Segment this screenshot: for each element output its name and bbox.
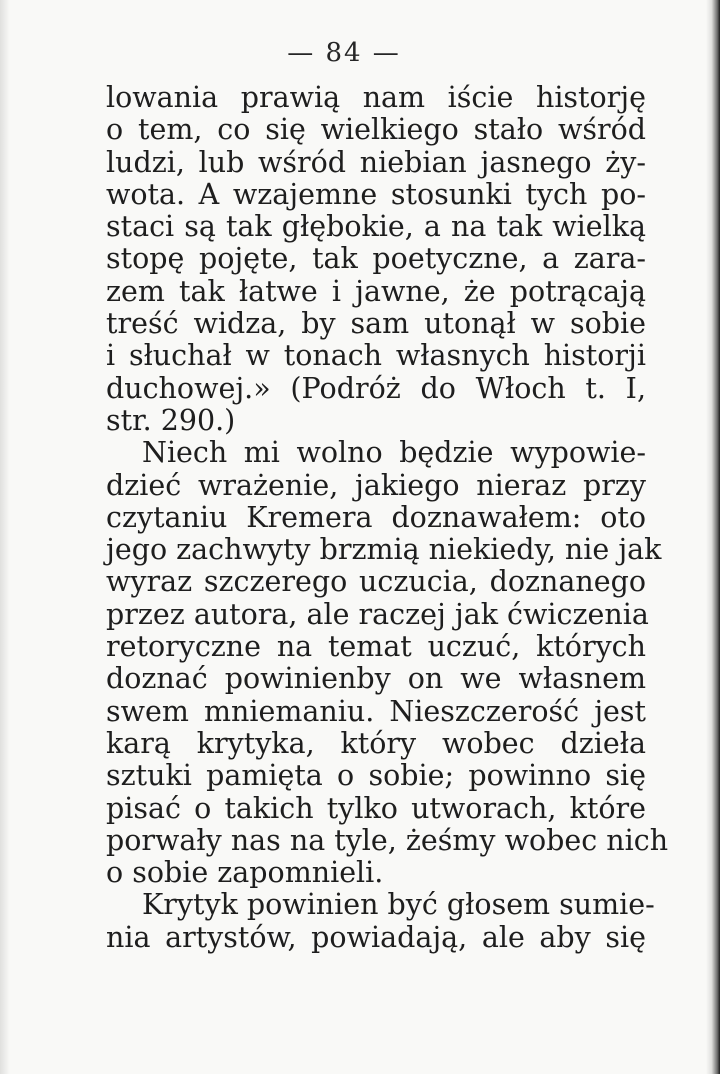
text-line: ludzi, lub wśród niebian jasnego ży-: [106, 145, 646, 179]
text-line: duchowej.» (Podróż do Włoch t. I,: [106, 371, 646, 405]
text-line: wyraz szczerego uczucia, doznanego: [106, 565, 646, 599]
text-line: sztuki pamięta o sobie; powinno się: [106, 759, 646, 793]
text-line: dzieć wrażenie, jakiego nieraz przy: [106, 468, 646, 502]
text-line: str. 290.): [106, 403, 236, 437]
text-line: retoryczne na temat uczuć, których: [106, 630, 646, 664]
text-line: pisać o takich tylko utworach, które: [106, 791, 646, 825]
text-line: zem tak łatwe i jawne, że potrącają: [106, 274, 646, 308]
text-line: swem mniemaniu. Nieszczerość jest: [106, 694, 646, 728]
text-line: doznać powinienby on we własnem: [106, 662, 646, 696]
text-line: treść widza, by sam utonął w sobie: [106, 307, 646, 341]
body-text: [106, 81, 669, 954]
text-line: karą krytyka, który wobec dzieła: [106, 726, 646, 760]
text-line: Niech mi wolno będzie wypowie-: [142, 436, 646, 470]
page-edge-left: [0, 0, 10, 1074]
text-line: przez autora, ale raczej jak ćwiczenia: [106, 597, 649, 631]
text-line: lowania prawią nam iście historję: [106, 81, 646, 114]
text-line: wota. A wzajemne stosunki tych po-: [106, 177, 646, 211]
text-line: Krytyk powinien być głosem sumie-: [142, 888, 655, 922]
text-line: stopę pojęte, tak poetyczne, a zara-: [106, 242, 646, 276]
text-line: czytaniu Kremera doznawałem: oto: [106, 500, 646, 534]
text-line: i słuchał w tonach własnych historji: [106, 339, 646, 373]
page-edge-binding-shadow: [706, 0, 720, 1074]
text-line: o tem, co się wielkiego stało wśród: [106, 113, 646, 147]
text-line: nia artystów, powiadają, ale aby się: [106, 920, 646, 954]
text-line: staci są tak głębokie, a na tak wielką: [106, 210, 646, 244]
text-line: porwały nas na tyle, żeśmy wobec nich: [106, 823, 669, 857]
text-line: jego zachwyty brzmią niekiedy, nie jak: [106, 533, 662, 567]
text-line: o sobie zapomnieli.: [106, 856, 384, 890]
page-number: — 84 —: [287, 38, 401, 68]
